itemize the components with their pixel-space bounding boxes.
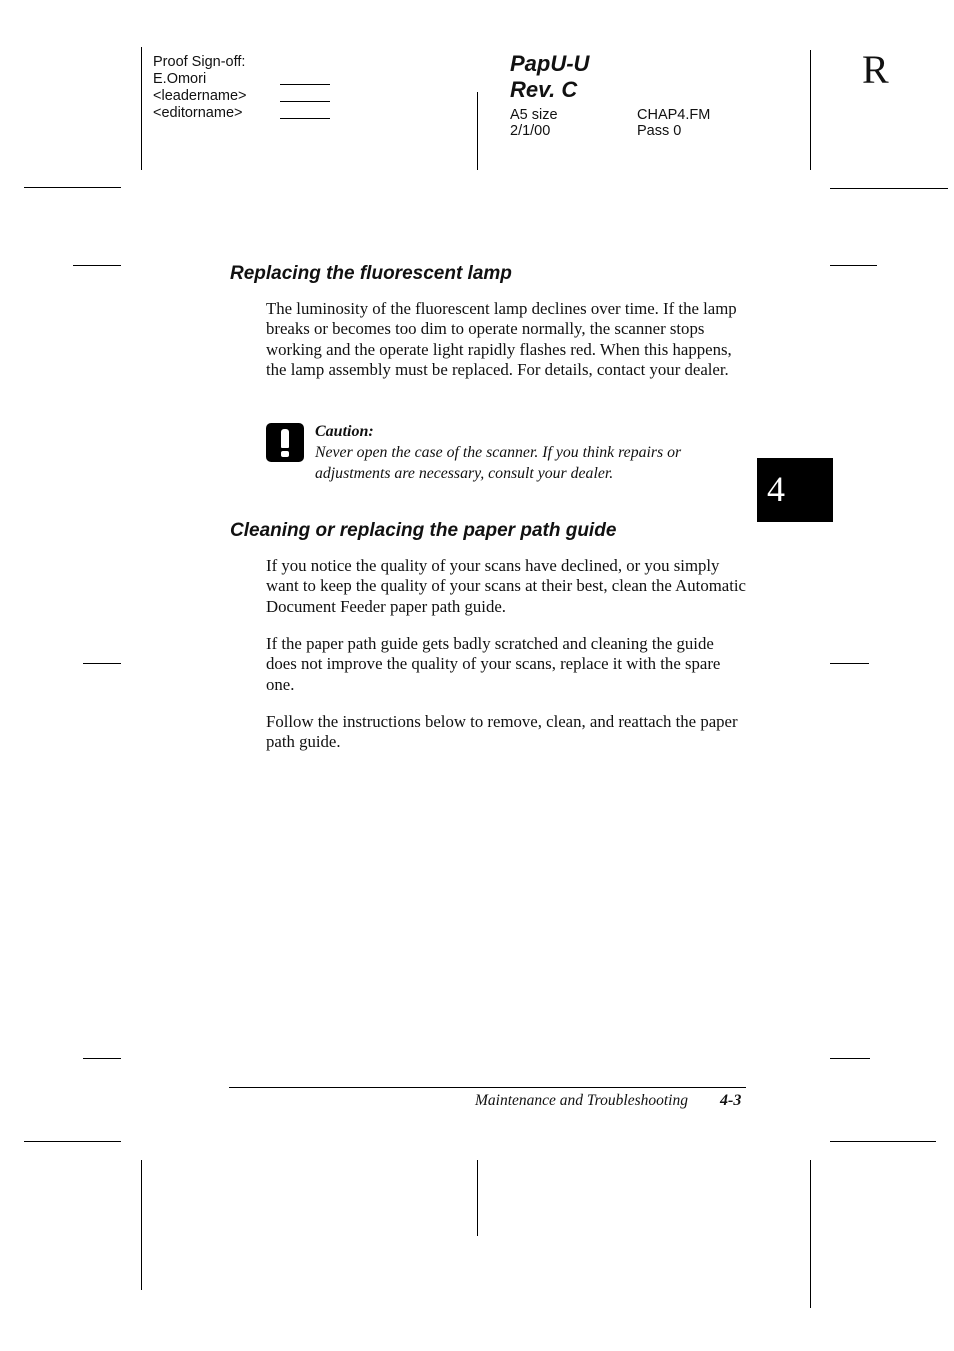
margin-mark-left-1 (73, 265, 121, 266)
section-heading: Cleaning or replacing the paper path guide (230, 520, 617, 541)
crop-mark-h-bottom-left (24, 1141, 121, 1142)
footer-rule (229, 1087, 746, 1088)
body-paragraph: If the paper path guide gets badly scratched and cleaning the guide does not improve the quality of your scans, replace it with the spare one. (266, 634, 721, 694)
signature-line (280, 118, 330, 119)
paper-size: A5 size (510, 107, 558, 123)
margin-mark-left-2 (83, 663, 121, 664)
body-paragraph: If you notice the quality of your scans have declined, or you simply want to keep the quality of your scans at their best, clean the Automatic Document Feeder paper path guide. (266, 556, 746, 616)
caution-text: Never open the case of the scanner. If you think repairs or adjustments are necessary, consult your dealer. (315, 444, 682, 482)
proof-signoff-label: Proof Sign-off: (153, 54, 246, 70)
crop-mark-h-top-right (830, 188, 948, 189)
product-name: PapU-U (510, 51, 590, 76)
chapter-number: 4 (767, 469, 785, 509)
document-date: 2/1/00 (510, 123, 551, 139)
signer-name: <editorname> (153, 105, 243, 121)
crop-mark-bottom-center (477, 1160, 478, 1236)
proof-signoff-block (153, 54, 247, 122)
margin-mark-right-1 (830, 265, 877, 266)
margin-mark-left-3 (83, 1058, 121, 1059)
chapter-tab (757, 458, 833, 522)
crop-mark-bottom-right (810, 1160, 811, 1308)
file-name: CHAP4.FM (637, 107, 711, 123)
signer-name: E.Omori (153, 71, 207, 87)
signature-line (280, 101, 330, 102)
crop-mark-top-center (477, 92, 478, 170)
caution-title: Caution: (315, 423, 374, 440)
body-paragraph: Follow the instructions below to remove, clean, and reattach the paper path guide. (266, 712, 738, 752)
signature-line (280, 84, 330, 85)
page-number: 4-3 (720, 1092, 742, 1109)
corner-page-mark: R (862, 47, 889, 92)
crop-mark-h-bottom-right (830, 1141, 936, 1142)
crop-mark-top-left (141, 47, 142, 170)
footer-chapter-title: Maintenance and Troubleshooting (475, 1092, 688, 1109)
caution-exclamation-icon (266, 423, 304, 462)
margin-mark-right-3 (830, 1058, 870, 1059)
product-block (510, 51, 589, 103)
pass-label: Pass 0 (637, 123, 682, 139)
crop-mark-top-right (810, 50, 811, 170)
revision-label: Rev. C (510, 77, 578, 102)
body-paragraph: The luminosity of the fluorescent lamp declines over time. If the lamp breaks or becomes too dim to operate normally, the scanner stops working and the operate light rapidly flashes red. When this happens, the lamp assembly must be replaced. For details, contact your dealer. (266, 299, 737, 379)
margin-mark-right-2 (830, 663, 869, 664)
section-heading: Replacing the fluorescent lamp (230, 263, 512, 284)
crop-mark-h-top-left (24, 187, 121, 188)
crop-mark-bottom-left (141, 1160, 142, 1290)
signer-name: <leadername> (153, 88, 247, 104)
